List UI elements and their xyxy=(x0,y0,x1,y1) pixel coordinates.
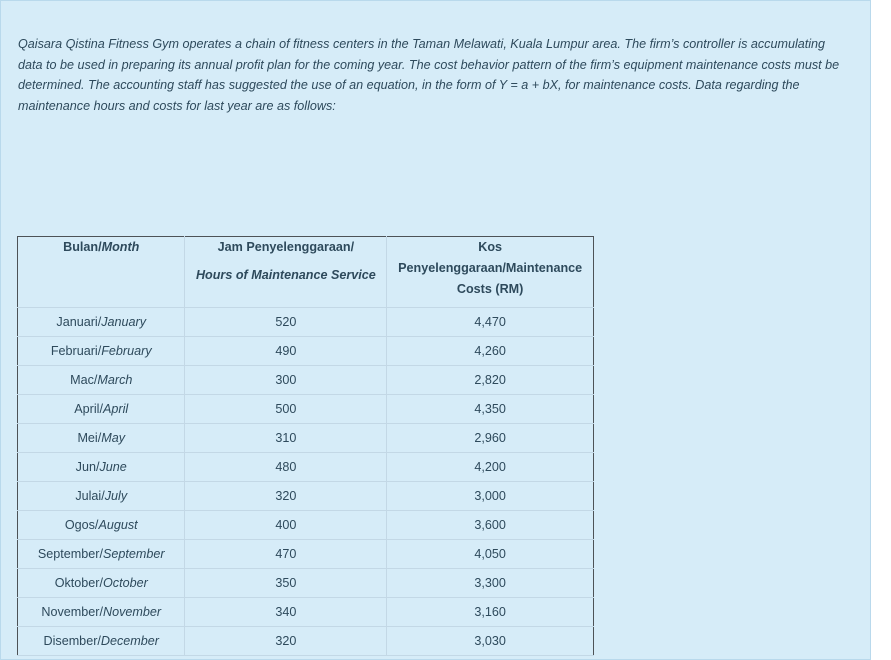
header-month-english: Month xyxy=(101,240,140,254)
month-malay: Julai/ xyxy=(75,489,105,503)
month-english: October xyxy=(102,576,148,590)
hours-cell: 300 xyxy=(185,366,387,395)
month-english: July xyxy=(104,489,128,503)
month-cell xyxy=(18,453,185,482)
hours-cell: 320 xyxy=(185,627,387,656)
month-cell xyxy=(18,569,185,598)
month-malay: April/ xyxy=(74,402,103,416)
table-row xyxy=(18,308,594,337)
month-cell xyxy=(18,424,185,453)
table-row xyxy=(18,540,594,569)
header-cost-line1: Kos xyxy=(478,240,503,254)
month-malay: Februari/ xyxy=(50,344,102,358)
month-malay: Ogos/ xyxy=(64,518,99,532)
hours-cell: 350 xyxy=(185,569,387,598)
table-row xyxy=(18,337,594,366)
month-malay: November/ xyxy=(41,605,103,619)
hours-cell: 310 xyxy=(185,424,387,453)
cost-cell: 4,260 xyxy=(387,337,594,366)
month-english: August xyxy=(98,518,138,532)
table-body xyxy=(18,308,594,656)
month-english: May xyxy=(101,431,126,445)
month-malay: Mei/ xyxy=(77,431,102,445)
header-month-malay: Bulan/ xyxy=(63,240,102,254)
header-month xyxy=(18,237,185,308)
month-cell xyxy=(18,308,185,337)
header-hours-malay: Jam Penyelenggaraan/ xyxy=(217,240,355,254)
month-english: December xyxy=(100,634,159,648)
cost-cell: 3,300 xyxy=(387,569,594,598)
month-english: June xyxy=(99,460,127,474)
table-row xyxy=(18,366,594,395)
month-english: February xyxy=(101,344,152,358)
month-cell xyxy=(18,482,185,511)
question-intro-text: Qaisara Qistina Fitness Gym operates a chain of fitness centers in the Taman Melawati, Kuala Lumpur area. The firm’s controller is accumulating data to be used in preparing its annual profit plan for the coming year. The cost behavior pattern of the firm’s equipment maintenance costs must be determined. The accounting staff has suggested the use of an equation, in the form of Y = a + bX, for maintenance costs. Data regarding the maintenance hours and costs for last year are as follows: xyxy=(18,37,840,113)
cost-cell: 2,820 xyxy=(387,366,594,395)
header-cost xyxy=(387,237,594,308)
table-row xyxy=(18,453,594,482)
cost-cell: 3,030 xyxy=(387,627,594,656)
hours-cell: 500 xyxy=(185,395,387,424)
month-malay: Jun/ xyxy=(75,460,100,474)
month-english: March xyxy=(97,373,133,387)
cost-cell: 3,000 xyxy=(387,482,594,511)
month-cell xyxy=(18,627,185,656)
month-malay: Mac/ xyxy=(70,373,98,387)
month-english: September xyxy=(102,547,165,561)
month-cell xyxy=(18,395,185,424)
hours-cell: 480 xyxy=(185,453,387,482)
month-english: November xyxy=(102,605,162,619)
month-english: April xyxy=(102,402,129,416)
table-row xyxy=(18,569,594,598)
cost-cell: 4,470 xyxy=(387,308,594,337)
month-cell xyxy=(18,511,185,540)
header-hours xyxy=(185,237,387,308)
cost-cell: 3,160 xyxy=(387,598,594,627)
cost-cell: 2,960 xyxy=(387,424,594,453)
cost-cell: 4,050 xyxy=(387,540,594,569)
header-hours-english: Hours of Maintenance Service xyxy=(195,268,376,282)
header-cost-line3: Costs (RM) xyxy=(456,282,524,296)
month-english: January xyxy=(101,315,147,329)
month-cell xyxy=(18,337,185,366)
month-cell xyxy=(18,540,185,569)
table-header-row xyxy=(18,237,594,308)
month-malay: Oktober/ xyxy=(54,576,103,590)
month-malay: September/ xyxy=(37,547,103,561)
table-row xyxy=(18,482,594,511)
header-cost-line2: Penyelenggaraan/Maintenance xyxy=(398,261,583,275)
cost-cell: 4,200 xyxy=(387,453,594,482)
month-malay: Januari/ xyxy=(56,315,102,329)
hours-cell: 400 xyxy=(185,511,387,540)
cost-cell: 3,600 xyxy=(387,511,594,540)
table-row xyxy=(18,424,594,453)
month-cell xyxy=(18,366,185,395)
hours-cell: 520 xyxy=(185,308,387,337)
table-row xyxy=(18,511,594,540)
month-malay: Disember/ xyxy=(43,634,101,648)
hours-cell: 470 xyxy=(185,540,387,569)
hours-cell: 490 xyxy=(185,337,387,366)
maintenance-data-table xyxy=(17,236,594,656)
table-row xyxy=(18,598,594,627)
table-row xyxy=(18,627,594,656)
hours-cell: 320 xyxy=(185,482,387,511)
hours-cell: 340 xyxy=(185,598,387,627)
cost-cell: 4,350 xyxy=(387,395,594,424)
table-row xyxy=(18,395,594,424)
month-cell xyxy=(18,598,185,627)
